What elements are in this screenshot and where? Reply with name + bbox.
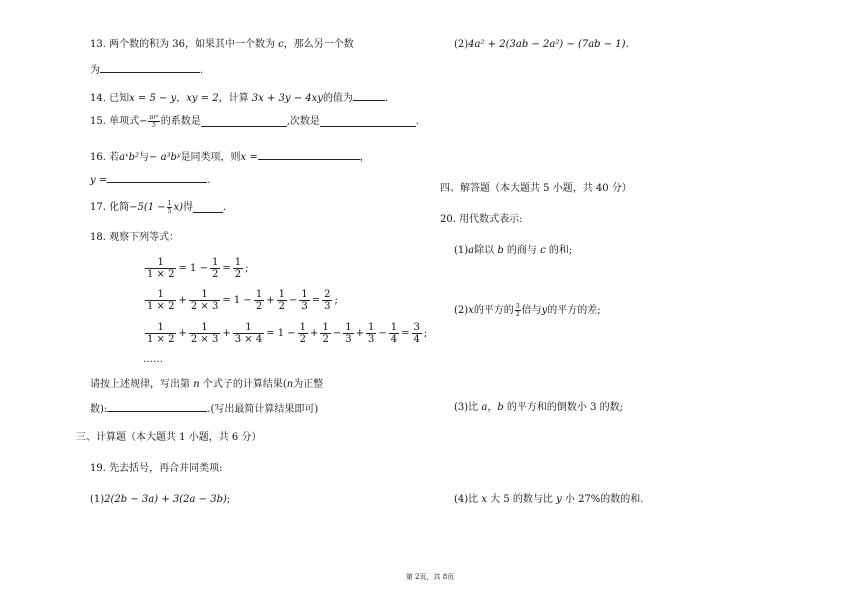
q18-e3-plus2: +: [222, 327, 231, 339]
question-13-answer-line: [90, 62, 203, 78]
q18-ask1a: 请按上述规律，写出第: [90, 379, 194, 390]
q20-p3-label: (3)比: [454, 402, 482, 413]
q20-p3-var-b: b: [497, 402, 504, 413]
q20-p4-var-x: x: [481, 494, 487, 505]
question-20-part-3: [454, 401, 623, 415]
q18-ask1b: 个式子的计算结果(: [199, 379, 287, 390]
q18-e2-a3-den: 3: [301, 300, 308, 312]
q18-e1-f3-num: 1: [234, 256, 242, 268]
question-20-part-1: [454, 244, 572, 258]
q20-p1-text-c: 的商与: [503, 245, 541, 256]
q20-p2-label: (2): [454, 304, 469, 316]
q18-e1-f2-den: 2: [211, 268, 219, 280]
q20-p2-text-c: 倍与: [521, 304, 542, 316]
q18-ask1c: 为正整: [293, 379, 324, 390]
page-number-footer: 第 2页，共 8页: [405, 573, 455, 581]
q18-e3-a4-den: 3: [367, 333, 375, 345]
q18-e1-f2-num: 1: [211, 256, 219, 268]
question-19-part-2: [454, 38, 629, 52]
q15-coefficient-blank[interactable]: [201, 116, 287, 127]
q18-e3-end: ;: [423, 327, 428, 339]
q18-e2-a1-den: 2: [255, 300, 263, 312]
q18-e3-f3-den: 3 × 4: [234, 333, 263, 345]
q18-e3-plus1: +: [178, 327, 187, 339]
q20-p3-text-c: 的平方和的倒数小 3 的数;: [503, 402, 623, 413]
q15-den: 5: [152, 122, 156, 129]
q18-e2-a2-den: 2: [278, 300, 285, 312]
q13-text-a: 13. 两个数的积为 36，如果其中一个数为: [90, 39, 279, 50]
q18-e2-f1: [145, 289, 176, 312]
q16-x-eq: x =: [240, 152, 258, 163]
q19-p1-label: (1): [90, 494, 105, 505]
q18-e3-a5-num: 1: [390, 321, 398, 333]
q17-den: 5: [167, 208, 172, 215]
q15-minus: −: [139, 115, 148, 127]
q18-e2-mid: = 1 −: [222, 294, 252, 306]
q16-end1: ，: [359, 152, 370, 163]
q18-e2-f2: [189, 289, 220, 312]
q18-n2: n: [286, 379, 294, 390]
q18-e3-eq: =: [401, 327, 410, 339]
q18-e3-result-num: 3: [413, 321, 420, 333]
q17-answer-blank[interactable]: [193, 202, 223, 213]
q18-e2-a1: [254, 289, 264, 312]
q20-p1-var-c: c: [540, 245, 546, 256]
q15-monomial-fraction: [148, 114, 159, 129]
q14-end: .: [384, 93, 389, 104]
question-20-title: 20. 用代数式表示:: [440, 214, 523, 225]
q18-e2-p1: +: [266, 294, 275, 306]
q18-e2-eq: =: [311, 294, 321, 306]
q18-e2-m1: −: [288, 294, 298, 306]
q18-e2-plus: +: [178, 294, 187, 306]
q20-p2-fraction: [515, 303, 521, 318]
q18-e2-a3: [299, 289, 309, 312]
q18-e2-f2-num: 1: [189, 289, 220, 301]
q17-num: 1: [167, 200, 172, 207]
q18-e3-p1: +: [310, 327, 319, 339]
q18-e3-a2-num: 1: [322, 321, 329, 333]
q15-text-b: 的系数是: [160, 115, 201, 127]
q18-ask2b: .(写出最简计算结果即可): [207, 404, 319, 415]
q18-e3-f1-num: 1: [145, 322, 176, 334]
q18-e1-mid: = 1 −: [178, 262, 208, 274]
q16-y-blank[interactable]: [107, 172, 207, 183]
q15-text-c: ,次数是: [286, 115, 320, 127]
q18-e3-m1: −: [332, 327, 342, 339]
q18-e3-a2: [320, 322, 330, 345]
q18-e2-f1-num: 1: [145, 289, 176, 301]
q18-e2-a1-num: 1: [255, 288, 263, 300]
q17-expr-a: −5(1 −: [129, 201, 166, 213]
q18-e3-a4-num: 1: [367, 321, 375, 333]
q18-e2-result: [322, 289, 332, 312]
q20-p4-label: (4)比: [454, 494, 482, 505]
q18-e3-result: [412, 322, 422, 345]
q15-end: .: [415, 115, 420, 127]
q18-e1-f3: [233, 257, 243, 280]
q18-e2-a3-num: 1: [301, 288, 308, 300]
q13-text-b: ，那么另一个数: [283, 39, 354, 50]
q18-e3-result-den: 4: [413, 333, 420, 345]
q13-end: .: [200, 65, 204, 76]
q14-eq1: x = 5 − y: [129, 93, 177, 104]
q18-n: n: [193, 379, 200, 390]
q18-e3-f1: [145, 322, 176, 345]
q18-e3-a3-den: 3: [345, 333, 352, 345]
q19-p1-expr: 2(2b − 3a) + 3(2a − 3b): [104, 494, 227, 505]
q14-text-c: 的值为: [322, 93, 353, 104]
q18-e3-a4: [366, 322, 376, 345]
q20-p1-label: (1): [454, 245, 469, 256]
section-3-heading: 三、计算题（本大题共 1 小题，共 6 分）: [76, 432, 262, 443]
question-18-title: 18. 观察下列等式：: [90, 232, 180, 243]
q18-e3-m2: −: [378, 327, 387, 339]
q20-p2-var-y: y: [541, 304, 548, 316]
question-20-part-4: [454, 493, 643, 507]
q20-p2-var-x: x: [468, 304, 474, 316]
q18-e3-a5: [389, 322, 399, 345]
q16-x-blank[interactable]: [258, 149, 360, 160]
q15-num: πr²: [149, 114, 159, 121]
q18-e2-a2: [277, 289, 287, 312]
question-20-part-2: [454, 303, 601, 318]
q20-p4-var-y: y: [556, 494, 562, 505]
q18-equation-2: [143, 287, 338, 313]
q20-p1-text-d: 的和;: [545, 245, 573, 256]
q18-e3-p2: +: [355, 327, 364, 339]
q15-degree-blank[interactable]: [320, 116, 416, 127]
q18-e3-a1: [298, 322, 308, 345]
question-14: [90, 90, 388, 106]
q18-ask-line-2: [90, 401, 318, 417]
q18-e3-a5-den: 4: [390, 333, 398, 345]
q16-y-eq: y =: [90, 175, 108, 186]
q19-p2-label: (2): [454, 39, 469, 50]
q15-text-a: 15. 单项式: [90, 115, 140, 127]
q20-p1-text-b: 除以: [474, 245, 498, 256]
q20-p1-var-b: b: [497, 245, 504, 256]
section-4-heading: 四、解答题（本大题共 5 小题，共 40 分）: [440, 183, 632, 194]
q18-e3-f1-den: 1 × 2: [147, 333, 175, 345]
q18-e2-f1-den: 1 × 2: [147, 300, 175, 312]
q17-text-b: 得: [183, 201, 194, 213]
q13-text-c: 为: [90, 65, 100, 76]
question-13: [90, 38, 354, 52]
q18-e3-mid: = 1 −: [266, 327, 296, 339]
q20-p2-text-b: 的平方的: [473, 304, 514, 316]
question-19-part-1: [90, 493, 230, 507]
q18-e3-f2-num: 1: [189, 322, 220, 334]
q14-text-a: 14. 已知: [90, 93, 130, 104]
q13-var: c: [278, 39, 284, 50]
q20-p2-num: 3: [515, 303, 520, 310]
q20-p4-text-b: 大 5 的数与比: [486, 494, 557, 505]
q18-e2-end: ;: [334, 294, 338, 306]
q16-text-b: 与: [139, 152, 150, 163]
q20-p4-text-c: 小 27%的数的和.: [561, 494, 644, 505]
q19-p1-end: ;: [226, 494, 231, 505]
q18-e3-f3-num: 1: [233, 322, 264, 334]
q16-end2: .: [207, 175, 211, 186]
q17-text-a: 17. 化简: [90, 201, 130, 213]
q18-ask-line-1: [90, 378, 323, 392]
q13-answer-blank[interactable]: [100, 62, 200, 73]
q17-fraction: [167, 200, 173, 215]
question-16: [90, 149, 370, 165]
q19-p2-end: .: [625, 39, 629, 50]
q18-e3-a1-num: 1: [299, 321, 307, 333]
question-16-y-line: [90, 172, 210, 188]
q14-answer-blank[interactable]: [353, 90, 385, 101]
question-15: [90, 114, 419, 129]
q14-sep: ，: [176, 93, 187, 104]
q18-equation-3: [143, 320, 427, 346]
q18-e1-eq: =: [222, 262, 231, 274]
question-19-title: 19. 先去括号，再合并同类项:: [90, 463, 223, 474]
q18-e3-a1-den: 2: [299, 333, 307, 345]
q18-e2-result-den: 3: [324, 300, 331, 312]
q14-expr: 3x + 3y − 4xy: [251, 93, 323, 104]
q18-ask2a: 数):: [90, 404, 108, 415]
q18-e2-result-num: 2: [324, 288, 331, 300]
q16-text-a: 16. 若: [90, 152, 120, 163]
q20-p1-var-a: a: [468, 245, 475, 256]
question-17: [90, 200, 226, 215]
q17-end: .: [223, 201, 227, 213]
q20-p3-text-b: ，: [487, 402, 498, 413]
q18-answer-blank[interactable]: [107, 401, 207, 412]
q18-e1-f1-num: 1: [145, 257, 176, 269]
q18-e1-f3-den: 2: [234, 268, 242, 280]
q20-p3-var-a: a: [481, 402, 488, 413]
q18-e3-a2-den: 2: [322, 333, 329, 345]
q18-e3-a3: [343, 322, 353, 345]
q18-e2-a2-num: 1: [278, 288, 285, 300]
q18-e3-f2: [189, 322, 220, 345]
q18-equation-1: [143, 255, 248, 281]
q18-e1-f2: [210, 257, 220, 280]
q18-e2-f2-den: 2 × 3: [190, 300, 219, 312]
q20-p2-text-d: 的平方的差;: [547, 304, 601, 316]
q18-e1-f1-den: 1 × 2: [147, 268, 175, 280]
q19-p2-expr: 4a² + 2(3ab − 2a²) − (7ab − 1): [468, 39, 626, 50]
q16-term2: − a³bʸ: [149, 152, 181, 163]
q16-text-c: 是同类项，则: [180, 152, 241, 163]
q14-text-b: ，计算: [218, 93, 252, 104]
q18-ellipsis: ……: [143, 354, 163, 365]
q18-e3-f3: [233, 322, 264, 345]
q16-term1: aˣb²: [119, 152, 140, 163]
q17-expr-b: x): [173, 201, 184, 213]
q20-p2-den: 2: [515, 311, 520, 318]
q18-e1-f1: [145, 257, 176, 280]
q18-e3-a3-num: 1: [345, 321, 352, 333]
q14-eq2: xy = 2: [186, 93, 219, 104]
q18-e3-f2-den: 2 × 3: [190, 333, 219, 345]
q18-e1-end: ;: [245, 262, 249, 274]
